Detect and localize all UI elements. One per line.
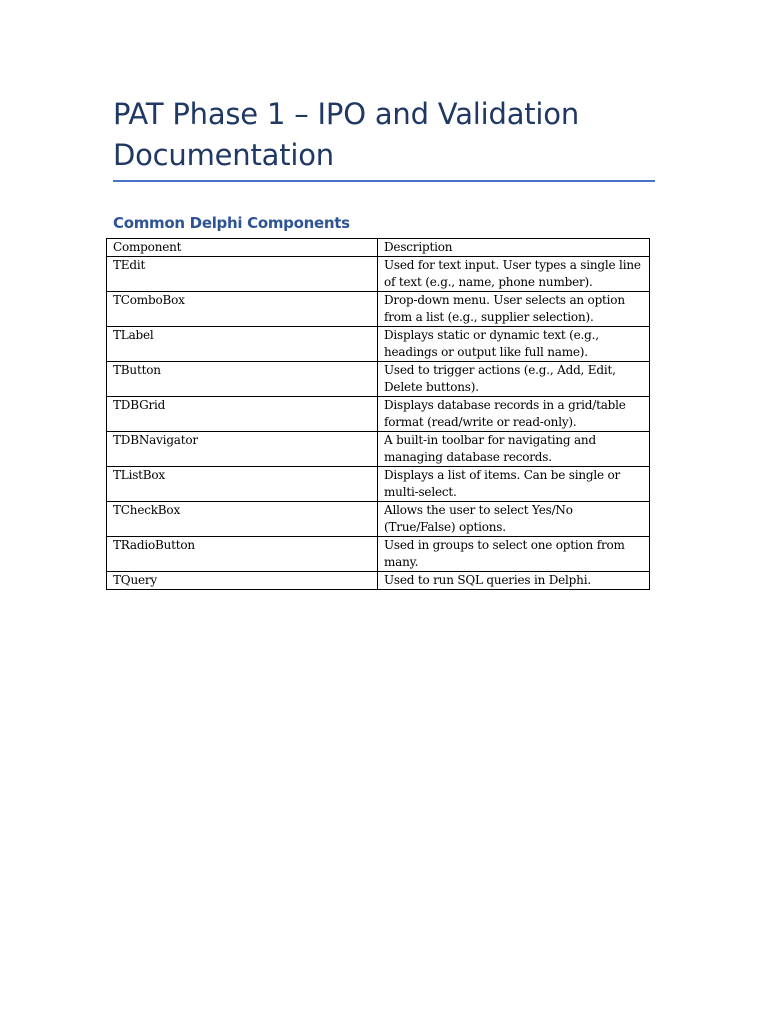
title-underline (113, 180, 655, 182)
table-row (107, 502, 650, 537)
table-row (107, 537, 650, 572)
description-cell: Used in groups to select one option from many. (378, 537, 650, 572)
table-row (107, 327, 650, 362)
table-row (107, 257, 650, 292)
description-cell: Displays a list of items. Can be single or multi-select. (378, 467, 650, 502)
description-cell: Used to trigger actions (e.g., Add, Edit, Delete buttons). (378, 362, 650, 397)
section-heading: Common Delphi Components (113, 214, 350, 232)
component-cell: TLabel (107, 327, 378, 362)
component-cell: TDBNavigator (107, 432, 378, 467)
description-cell: Displays database records in a grid/table format (read/write or read-only). (378, 397, 650, 432)
description-cell: Used for text input. User types a single line of text (e.g., name, phone number). (378, 257, 650, 292)
component-cell: TComboBox (107, 292, 378, 327)
component-cell: TRadioButton (107, 537, 378, 572)
table-row (107, 432, 650, 467)
table-row (107, 572, 650, 590)
table-row (107, 397, 650, 432)
document-title: PAT Phase 1 – IPO and Validation Documentation (113, 97, 580, 172)
component-cell: TEdit (107, 257, 378, 292)
table-row (107, 292, 650, 327)
column-header-component: Component (107, 239, 378, 257)
table-header-row (107, 239, 650, 257)
components-table (106, 238, 650, 590)
column-header-description: Description (378, 239, 650, 257)
component-cell: TCheckBox (107, 502, 378, 537)
description-cell: Used to run SQL queries in Delphi. (378, 572, 650, 590)
description-cell: Displays static or dynamic text (e.g., headings or output like full name). (378, 327, 650, 362)
table-row (107, 467, 650, 502)
component-cell: TDBGrid (107, 397, 378, 432)
description-cell: A built-in toolbar for navigating and managing database records. (378, 432, 650, 467)
description-cell: Allows the user to select Yes/No (True/False) options. (378, 502, 650, 537)
component-cell: TButton (107, 362, 378, 397)
component-cell: TQuery (107, 572, 378, 590)
component-cell: TListBox (107, 467, 378, 502)
description-cell: Drop-down menu. User selects an option from a list (e.g., supplier selection). (378, 292, 650, 327)
table-row (107, 362, 650, 397)
